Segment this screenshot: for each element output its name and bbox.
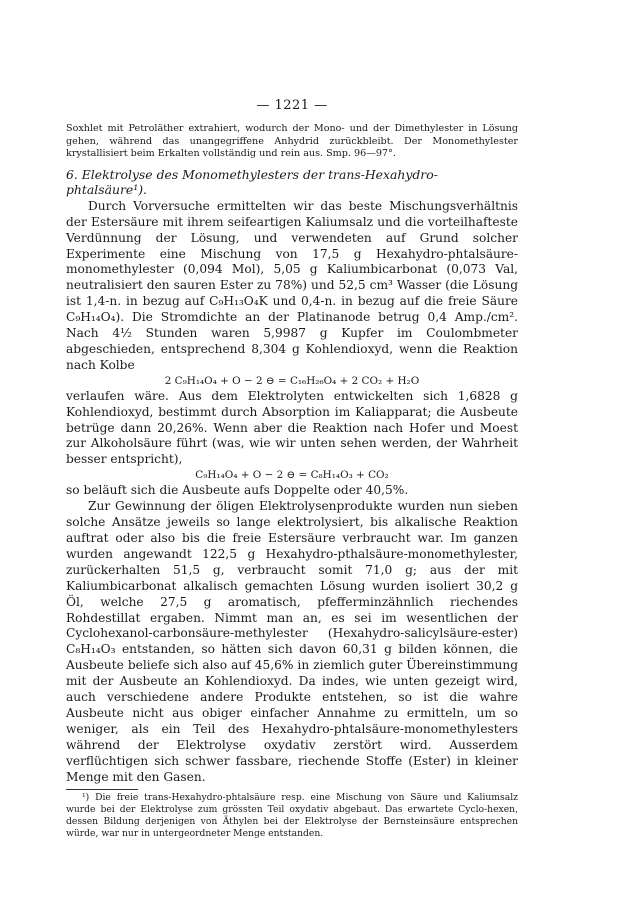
- paragraph-3: so beläuft sich die Ausbeute aufs Doppelte oder 40,5%.: [66, 483, 409, 498]
- footnote-divider: [66, 789, 138, 790]
- equation-hofer-moest: C₉H₁₄O₄ + O − 2 ⊖ = C₈H₁₄O₃ + CO₂: [195, 469, 389, 482]
- document-page: [66, 98, 518, 840]
- paragraph-4: Zur Gewinnung der öligen Elektrolysenprodukte wurden nun sieben solche Ansätze jeweils so lange elektrolysiert, bis alkalische Reaktion auftrat oder also bis die freie Estersäure verbraucht war. Im ganzen wurden angewandt 122,5 g Hexahydro-pthalsäure-monomethylester, zurückerhalten 51,5 g, verbraucht somit 71,0 g; aus der mit Kaliumbicarbonat alkalisch gemachten Lösung wurden isoliert 30,2 g Öl, welche 27,5 g aromatisch, pfefferminzähnlich riechendes Rohdestillat ergaben. Nimmt man an, es sei im wesentlichen der Cyclohexanol-carbonsäure-methylester (Hexahydro-salicylsäure-ester) C₈H₁₄O₃ entstanden, so hätten sich davon 60,31 g bilden können, die Ausbeute beliefe sich also auf 45,6% in ziemlich guter Übereinstimmung mit der Ausbeute an Kohlendioxyd. Da indes, wie unten gezeigt wird, auch verschiedene andere Produkte entstehen, so ist die wahre Ausbeute nicht aus obiger einfacher Annahme zu ermitteln, um so weniger, als ein Teil des Hexahydro-phtalsäure-monomethylesters während der Elektrolyse oxydativ zerstört wird. Ausserdem verflüchtigen sich schwer fassbare, riechende Stoffe (Ester) in kleiner Menge mit den Gasen.: [66, 499, 518, 784]
- page-number: — 1221 —: [256, 98, 328, 113]
- main-text: [66, 199, 518, 786]
- paragraph-2: verlaufen wäre. Aus dem Elektrolyten entwickelten sich 1,6828 g Kohlendioxyd, bestimmt durch Absorption im Kaliapparat; die Ausbeute betrüge dann 20,26%. Wenn aber die Reaktion nach Hofer und Moest zur Alkoholsäure führt (was, wie wir unten sehen werden, der Wahrheit besser entspricht),: [66, 388, 518, 467]
- paragraph-1: Durch Vorversuche ermittelten wir das beste Mischungsverhältnis der Estersäure mit ihrem seifeartigen Kaliumsalz und die vorteilhafteste Verdünnung der Lösung, und verwendeten auf Grund solcher Experimente eine Mischung von 17,5 g Hexahydro-phtalsäure-monomethylester (0,094 Mol), 5,05 g Kaliumbicarbonat (0,073 Val, neutralisiert den sauren Ester zu 78%) und 52,5 cm³ Wasser (die Lösung ist 1,4-n. in bezug auf C₉H₁₃O₄K und 0,4-n. in bezug auf die freie Säure C₉H₁₄O₄). Die Stromdichte an der Platinanode betrug 0,4 Amp./cm². Nach 4½ Stunden waren 5,9987 g Kupfer im Coulombmeter abgeschieden, entsprechend 8,304 g Kohlendioxyd, wenn die Reaktion nach Kolbe: [66, 198, 518, 372]
- intro-text: Soxhlet mit Petroläther extrahiert, wodurch der Mono- und der Dimethylester in Lösung gehen, während das unangegriffene Anhydrid zurückbleibt. Der Monomethylester krystallisiert beim Erkalten vollständig und rein aus. Smp. 96—97°.: [66, 123, 518, 160]
- intro-paragraph: [66, 123, 518, 161]
- footnote-text: ¹) Die freie trans-Hexahydro-phtalsäure resp. eine Mischung von Säure und Kaliumsalz wurde bei der Elektrolyse zum grössten Teil oxydativ abgebaut. Das erwartete Cyclo-hexen, dessen Bildung derjenigen von Äthylen bei der Elektrolyse der Bernsteinsäure entsprechen würde, war nur in untergeordneter Menge entstanden.: [66, 791, 518, 840]
- section-heading: 6. Elektrolyse des Monomethylesters der trans-Hexahydro-phtalsäure¹).: [66, 166, 438, 197]
- footnote: [66, 792, 518, 841]
- equation-kolbe: 2 C₉H₁₄O₄ + O − 2 ⊖ = C₁₆H₂₆O₄ + 2 CO₂ + H₂O: [164, 374, 420, 387]
